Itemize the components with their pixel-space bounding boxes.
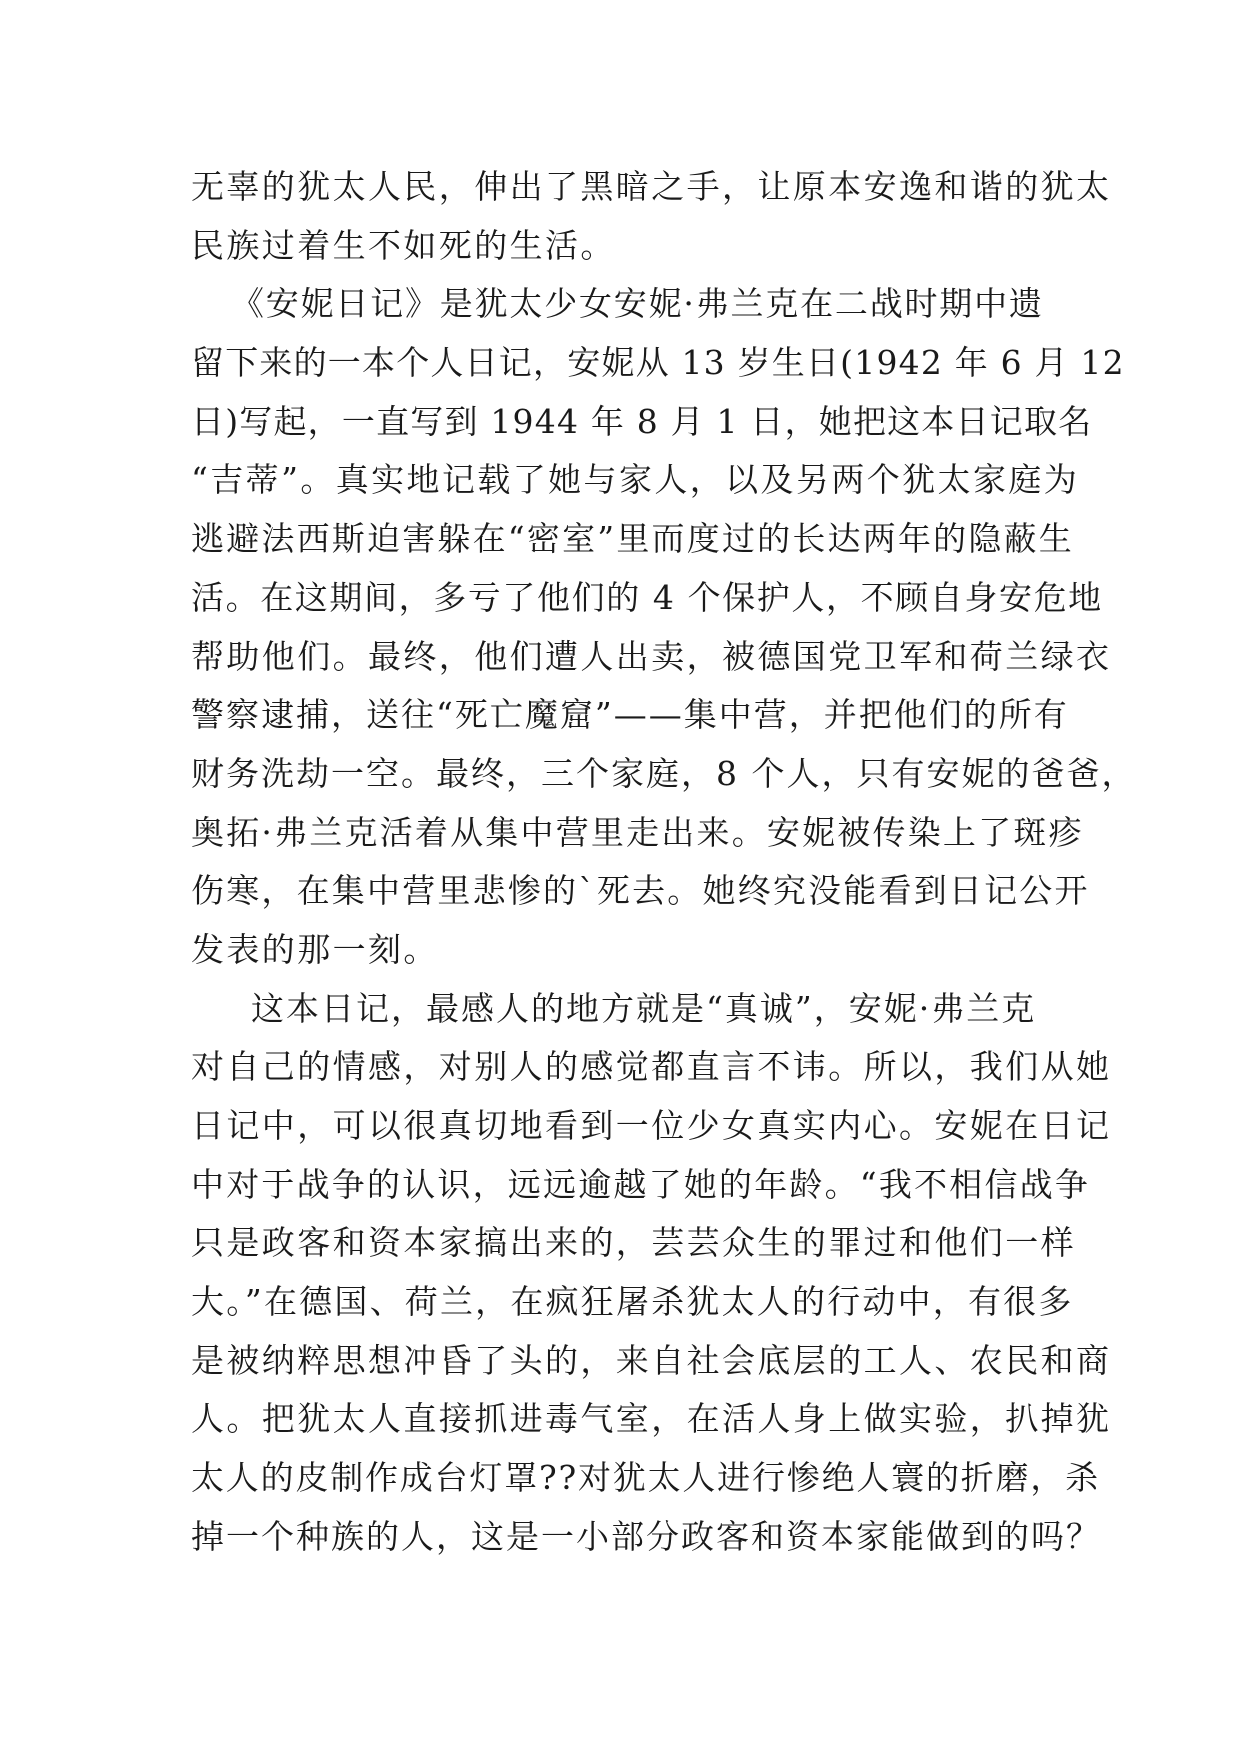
text-line: 活。在这期间，多亏了他们的 4 个保护人，不顾自身安危地 [191, 577, 1103, 617]
text-line: 日)写起，一直写到 1944 年 8 月 1 日，她把这本日记取名 [191, 401, 1093, 441]
text-line: 财务洗劫一空。最终，三个家庭，8 个人，只有安妮的爸爸， [191, 753, 1137, 793]
text-line: 伤寒，在集中营里悲惨的`死去。她终究没能看到日记公开 [191, 871, 1090, 911]
text-line: 警察逮捕，送往“死亡魔窟”——集中营，并把他们的所有 [191, 695, 1069, 735]
text-line: 日记中，可以很真切地看到一位少女真实内心。安妮在日记 [191, 1106, 1112, 1145]
text-line: 人。把犹太人直接抓进毒气室，在活人身上做实验，扒掉犹 [191, 1399, 1112, 1439]
text-line: 无辜的犹太人民，伸出了黑暗之手，让原本安逸和谐的犹太 [191, 167, 1112, 206]
text-line: 掉一个种族的人，这是一小部分政客和资本家能做到的吗？ [191, 1516, 1101, 1556]
text-line: 中对于战争的认识，远远逾越了她的年龄。“我不相信战争 [191, 1164, 1091, 1204]
text-line: 太人的皮制作成台灯罩??对犹太人进行惨绝人寰的折磨，杀 [191, 1458, 1100, 1498]
text-line: 留下来的一本个人日记，安妮从 13 岁生日(1942 年 6 月 12 [191, 343, 1125, 383]
text-line: 大。”在德国、荷兰，在疯狂屠杀犹太人的行动中，有很多 [191, 1282, 1074, 1322]
text-line: 对自己的情感，对别人的感觉都直言不讳。所以，我们从她 [191, 1047, 1112, 1087]
paragraph-start-line: 这本日记，最感人的地方就是“真诚”，安妮·弗兰克 [251, 988, 1037, 1028]
body-text [191, 158, 1137, 1567]
paragraph-start-line: 《安妮日记》是犹太少女安妮·弗兰克在二战时期中遗 [231, 284, 1044, 324]
text-line: 只是政客和资本家搞出来的，芸芸众生的罪过和他们一样 [191, 1223, 1076, 1263]
text-line: 是被纳粹思想冲昏了头的，来自社会底层的工人、农民和商 [191, 1340, 1112, 1380]
text-line: 逃避法西斯迫害躲在“密室”里而度过的长达两年的隐蔽生 [191, 519, 1074, 559]
text-line: “吉蒂”。真实地记载了她与家人，以及另两个犹太家庭为 [191, 460, 1080, 500]
text-line: 奥拓·弗兰克活着从集中营里走出来。安妮被传染上了斑疹 [191, 812, 1084, 852]
text-line: 帮助他们。最终，他们遭人出卖，被德国党卫军和荷兰绿衣 [191, 636, 1112, 676]
text-line: 民族过着生不如死的生活。 [191, 225, 616, 265]
text-line: 发表的那一刻。 [191, 929, 439, 969]
